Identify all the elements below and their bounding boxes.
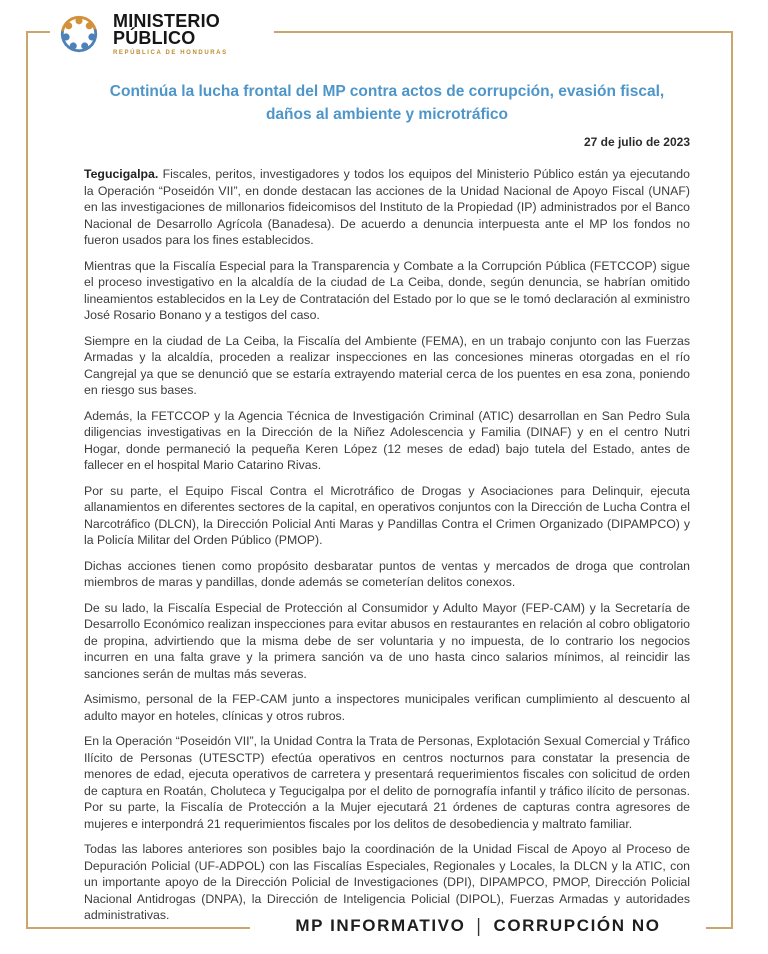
ministerio-publico-logo	[50, 5, 274, 63]
article-paragraph	[84, 558, 690, 591]
article-paragraph	[84, 691, 690, 724]
article-title-line2: daños al ambiente y microtráfico	[265, 106, 509, 123]
footer-banner	[250, 906, 706, 946]
article-paragraph	[84, 333, 690, 399]
logo-wordmark	[113, 10, 228, 56]
footer-slogan: CORRUPCIÓN NO	[493, 916, 661, 935]
paragraph-text: Dichas acciones tienen como propósito desbaratar puntos de ventas y mercados de droga que controlan miembros de maras y pandillas, donde además se cometerían delitos conexos.	[84, 558, 690, 589]
article-paragraph	[84, 258, 690, 324]
logo-name-line1: MINISTERIO	[113, 10, 221, 31]
article-body	[84, 166, 690, 924]
logo-subtitle: REPÚBLICA DE HONDURAS	[113, 49, 228, 56]
people-circle-emblem-icon	[54, 9, 104, 59]
paragraph-text: Por su parte, el Equipo Fiscal Contra el Microtráfico de Drogas y Asociaciones para Delinquir, ejecuta allanamientos en diferentes sectores de la capital, en operativos conjuntos con la Dirección de Lucha Contra el Narcotráfico (DLCN), la Dirección Policial Anti Maras y Pandillas Contra el Crimen Organizado (DIPAMPCO) y la Policía Militar del Orden Público (PMOP).	[84, 483, 690, 547]
paragraph-text: Fiscales, peritos, investigadores y todos los equipos del Ministerio Público están ya ejecutando la Operación “Poseidón VII”, en donde destacan las acciones de la Unidad Nacional de Apoyo Fiscal (UNAF) en las investigaciones de millonarios fideicomisos del Instituto de la Propiedad (IP) administrados por el Banco Nacional de Desarrollo Agrícola (Banadesa). De acuerdo a denuncia interpuesta ante el MP los fondos no fueron usados para los fines establecidos.	[84, 167, 690, 247]
article-title	[84, 80, 690, 126]
paragraph-text: Asimismo, personal de la FEP-CAM junto a inspectores municipales verifican cumplimiento al descuento al adulto mayor en hoteles, clínicas y otros rubros.	[84, 692, 690, 723]
footer-brand: MP INFORMATIVO	[295, 916, 466, 935]
paragraph-text: Mientras que la Fiscalía Especial para la Transparencia y Combate a la Corrupción Pública (FETCCOP) sigue el proceso investigativo en la alcaldía de la ciudad de La Ceiba, donde, según denuncia, se habrían omitido lineamientos establecidos en la Ley de Contratación del Estado por lo que se le tomó declaración al exministro José Rosario Bonano y a testigos del caso.	[84, 258, 690, 322]
document-content	[84, 80, 690, 933]
paragraph-text: Además, la FETCCOP y la Agencia Técnica de Investigación Criminal (ATIC) desarrollan en San Pedro Sula diligencias investigativas en la Dirección de la Niñez Adolescencia y Familia (DINAF) y en el centro Nutri Hogar, donde permaneció la pequeña Keren López (12 meses de edad) bajo tutela del Estado, antes de fallecer en el hospital Mario Catarino Rivas.	[84, 408, 690, 472]
paragraph-text: De su lado, la Fiscalía Especial de Protección al Consumidor y Adulto Mayor (FEP-CAM) y la Secretaría de Desarrollo Económico realizan inspecciones para evitar abusos en restaurantes en relación al cobro obligatorio de propina, advirtiendo que la misma debe de ser voluntaria y no impuesta, de lo contrario los negocios incurren en una falta grave y la primera sanción va de uno hasta cinco salarios mínimos, al reincidir las sanciones serán de multas más severas.	[84, 600, 690, 681]
logo-name-line2: PÚBLICO	[113, 27, 196, 48]
article-paragraph	[84, 166, 690, 249]
article-title-line1: Continúa la lucha frontal del MP contra actos de corrupción, evasión fiscal,	[109, 83, 665, 100]
paragraph-text: En la Operación “Poseidón VII”, la Unidad Contra la Trata de Personas, Explotación Sexual Comercial y Tráfico Ilícito de Personas (UTESCTP) efectúa operativos en centros nocturnos para constatar la presencia de menores de edad, ejecuta operativos de carretera y presentará requerimientos fiscales con solicitud de orden de captura en Roatán, Choluteca y Tegucigalpa por el delito de pornografía infantil y tráfico ilícito de personas. Por su parte, la Fiscalía de Protección a la Mujer ejecutará 21 órdenes de capturas contra agresores de mujeres e interpondrá 21 requerimientos fiscales por los delitos de desobediencia y maltrato familiar.	[84, 734, 690, 831]
article-paragraph	[84, 733, 690, 832]
paragraph-text: Todas las labores anteriores son posibles bajo la coordinación de la Unidad Fiscal de Apoyo al Proceso de Depuración Policial (UF-ADPOL) con las Fiscalías Especiales, Regionales y Locales, la DLCN y la ATIC, con un importante apoyo de la Dirección Policial de Investigaciones (DPI), DIPAMPCO, PMOP, Dirección Policial Nacional Antidrogas (DNPA), la Dirección de Inteligencia Policial (DIPOL), Fuerzas Armadas y autoridades administrativas.	[84, 842, 690, 922]
article-date: 27 de julio de 2023	[583, 135, 690, 149]
article-paragraph	[84, 483, 690, 549]
article-paragraph	[84, 600, 690, 683]
paragraph-dateline: Tegucigalpa.	[84, 167, 159, 181]
paragraph-text: Siempre en la ciudad de La Ceiba, la Fiscalía del Ambiente (FEMA), en un trabajo conjunto con las Fuerzas Armadas y la alcaldía, proceden a realizar inspecciones en las concesiones mineras otorgadas en el río Cangrejal ya que se denunció que se estaría extrayendo material cerca de los puentes en esa zona, poniendo en riesgo sus bases.	[84, 333, 690, 397]
footer-divider: |	[476, 914, 483, 937]
article-paragraph	[84, 408, 690, 474]
